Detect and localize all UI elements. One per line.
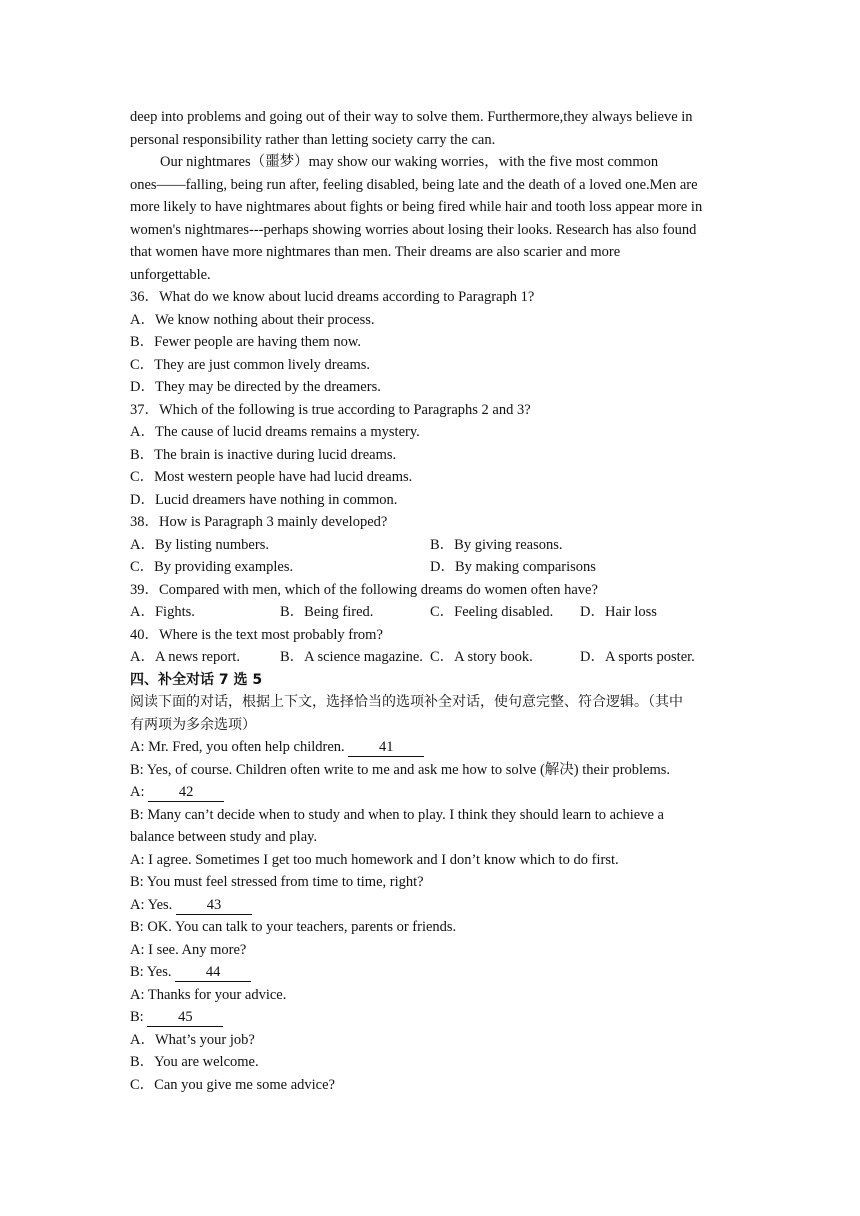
answer-blank[interactable]: 44 xyxy=(175,963,251,982)
dialogue-line: A: Thanks for your advice. xyxy=(130,986,287,1003)
option-b: B．Fewer people are having them now. xyxy=(130,334,361,350)
option-a: A．Fights. xyxy=(130,604,195,620)
dialogue-line: B: 45 xyxy=(130,1006,730,1029)
question-39 xyxy=(130,579,730,624)
answer-blank[interactable]: 43 xyxy=(176,896,252,915)
question-stem: 39．Compared with men, which of the following dreams do women often have? xyxy=(130,581,598,598)
section-heading: 四、补全对话 7 选 5 xyxy=(130,671,263,688)
dialogue-line: A: Mr. Fred, you often help children. 41 xyxy=(130,736,730,759)
option-a: A．A news report. xyxy=(130,649,240,665)
page-content xyxy=(130,106,730,1096)
section-instructions: 有两项为多余选项） xyxy=(130,716,256,733)
passage-line: more likely to have nightmares about fights or being fired while hair and tooth loss appear more in xyxy=(130,199,703,215)
question-40 xyxy=(130,624,730,669)
option-row xyxy=(130,556,730,579)
option-b: B．The brain is inactive during lucid dreams. xyxy=(130,446,397,463)
option-d: D．By making comparisons xyxy=(430,559,596,575)
option-c: C．Most western people have had lucid dreams. xyxy=(130,469,413,485)
dialogue-line: B: OK. You can talk to your teachers, parents or friends. xyxy=(130,919,457,935)
option-d: D．They may be directed by the dreamers. xyxy=(130,379,381,395)
question-37 xyxy=(130,399,730,512)
option-d: D．Hair loss xyxy=(580,604,657,620)
passage-line: that women have more nightmares than men. Their dreams are also scarier and more xyxy=(130,244,621,260)
option-d: D．A sports poster. xyxy=(580,649,695,665)
question-stem: 37．Which of the following is true according to Paragraphs 2 and 3? xyxy=(130,401,531,418)
option-b: B．By giving reasons. xyxy=(430,536,563,553)
dialogue-line: B: You must feel stressed from time to time, right? xyxy=(130,874,424,890)
question-stem: 36．What do we know about lucid dreams according to Paragraph 1? xyxy=(130,289,535,305)
option-c: C．By providing examples. xyxy=(130,559,294,575)
option-row xyxy=(130,601,730,624)
option-b: B．A science magazine. xyxy=(280,649,423,665)
option-row xyxy=(130,646,730,669)
dialogue-option-a: A．What’s your job? xyxy=(130,1031,255,1048)
question-36 xyxy=(130,286,730,399)
option-c: C．A story book. xyxy=(430,649,533,665)
reading-passage xyxy=(130,106,730,286)
dialogue-options xyxy=(130,1029,730,1097)
option-row xyxy=(130,534,730,557)
answer-blank[interactable]: 41 xyxy=(348,738,424,757)
section-instructions: 阅读下面的对话，根据上下文，选择恰当的选项补全对话，使句意完整、符合逻辑。（其中 xyxy=(130,694,683,710)
question-38 xyxy=(130,511,730,579)
option-b: B．Being fired. xyxy=(280,604,374,620)
dialogue-line: B: Yes. 44 xyxy=(130,961,730,984)
passage-line: Our nightmares（噩梦）may show our waking worries，with the five most common xyxy=(160,154,659,170)
dialogue xyxy=(130,736,730,1029)
option-a: A．By listing numbers. xyxy=(130,536,269,553)
passage-line: unforgettable. xyxy=(130,266,211,283)
dialogue-line: B: Yes, of course. Children often write to me and ask me how to solve (解决) their problems. xyxy=(130,761,671,778)
answer-blank[interactable]: 42 xyxy=(148,783,224,802)
dialogue-line: balance between study and play. xyxy=(130,829,318,845)
dialogue-option-b: B．You are welcome. xyxy=(130,1054,259,1070)
dialogue-line: B: Many can’t decide when to study and when to play. I think they should learn to achieve a xyxy=(130,806,664,823)
dialogue-line: A: 42 xyxy=(130,781,730,804)
option-c: C．Feeling disabled. xyxy=(430,604,554,620)
option-a: A．The cause of lucid dreams remains a mystery. xyxy=(130,424,420,440)
dialogue-line: A: I agree. Sometimes I get too much homework and I don’t know which to do first. xyxy=(130,851,619,868)
answer-blank[interactable]: 45 xyxy=(147,1008,223,1027)
passage-line: deep into problems and going out of their way to solve them. Furthermore,they always believe in xyxy=(130,109,693,125)
dialogue-option-c: C．Can you give me some advice? xyxy=(130,1076,335,1093)
option-a: A．We know nothing about their process. xyxy=(130,311,375,328)
passage-line: personal responsibility rather than letting society carry the can. xyxy=(130,131,496,148)
option-d: D．Lucid dreamers have nothing in common. xyxy=(130,491,398,508)
dialogue-line: A: Yes. 43 xyxy=(130,894,730,917)
question-stem: 40．Where is the text most probably from? xyxy=(130,626,383,643)
dialogue-line: A: I see. Any more? xyxy=(130,941,247,958)
passage-line: ones——falling, being run after, feeling disabled, being late and the death of a loved one.Men are xyxy=(130,176,698,193)
passage-line: women's nightmares---perhaps showing worries about losing their looks. Research has also found xyxy=(130,221,697,238)
question-stem: 38．How is Paragraph 3 mainly developed? xyxy=(130,514,388,530)
option-c: C．They are just common lively dreams. xyxy=(130,356,371,373)
